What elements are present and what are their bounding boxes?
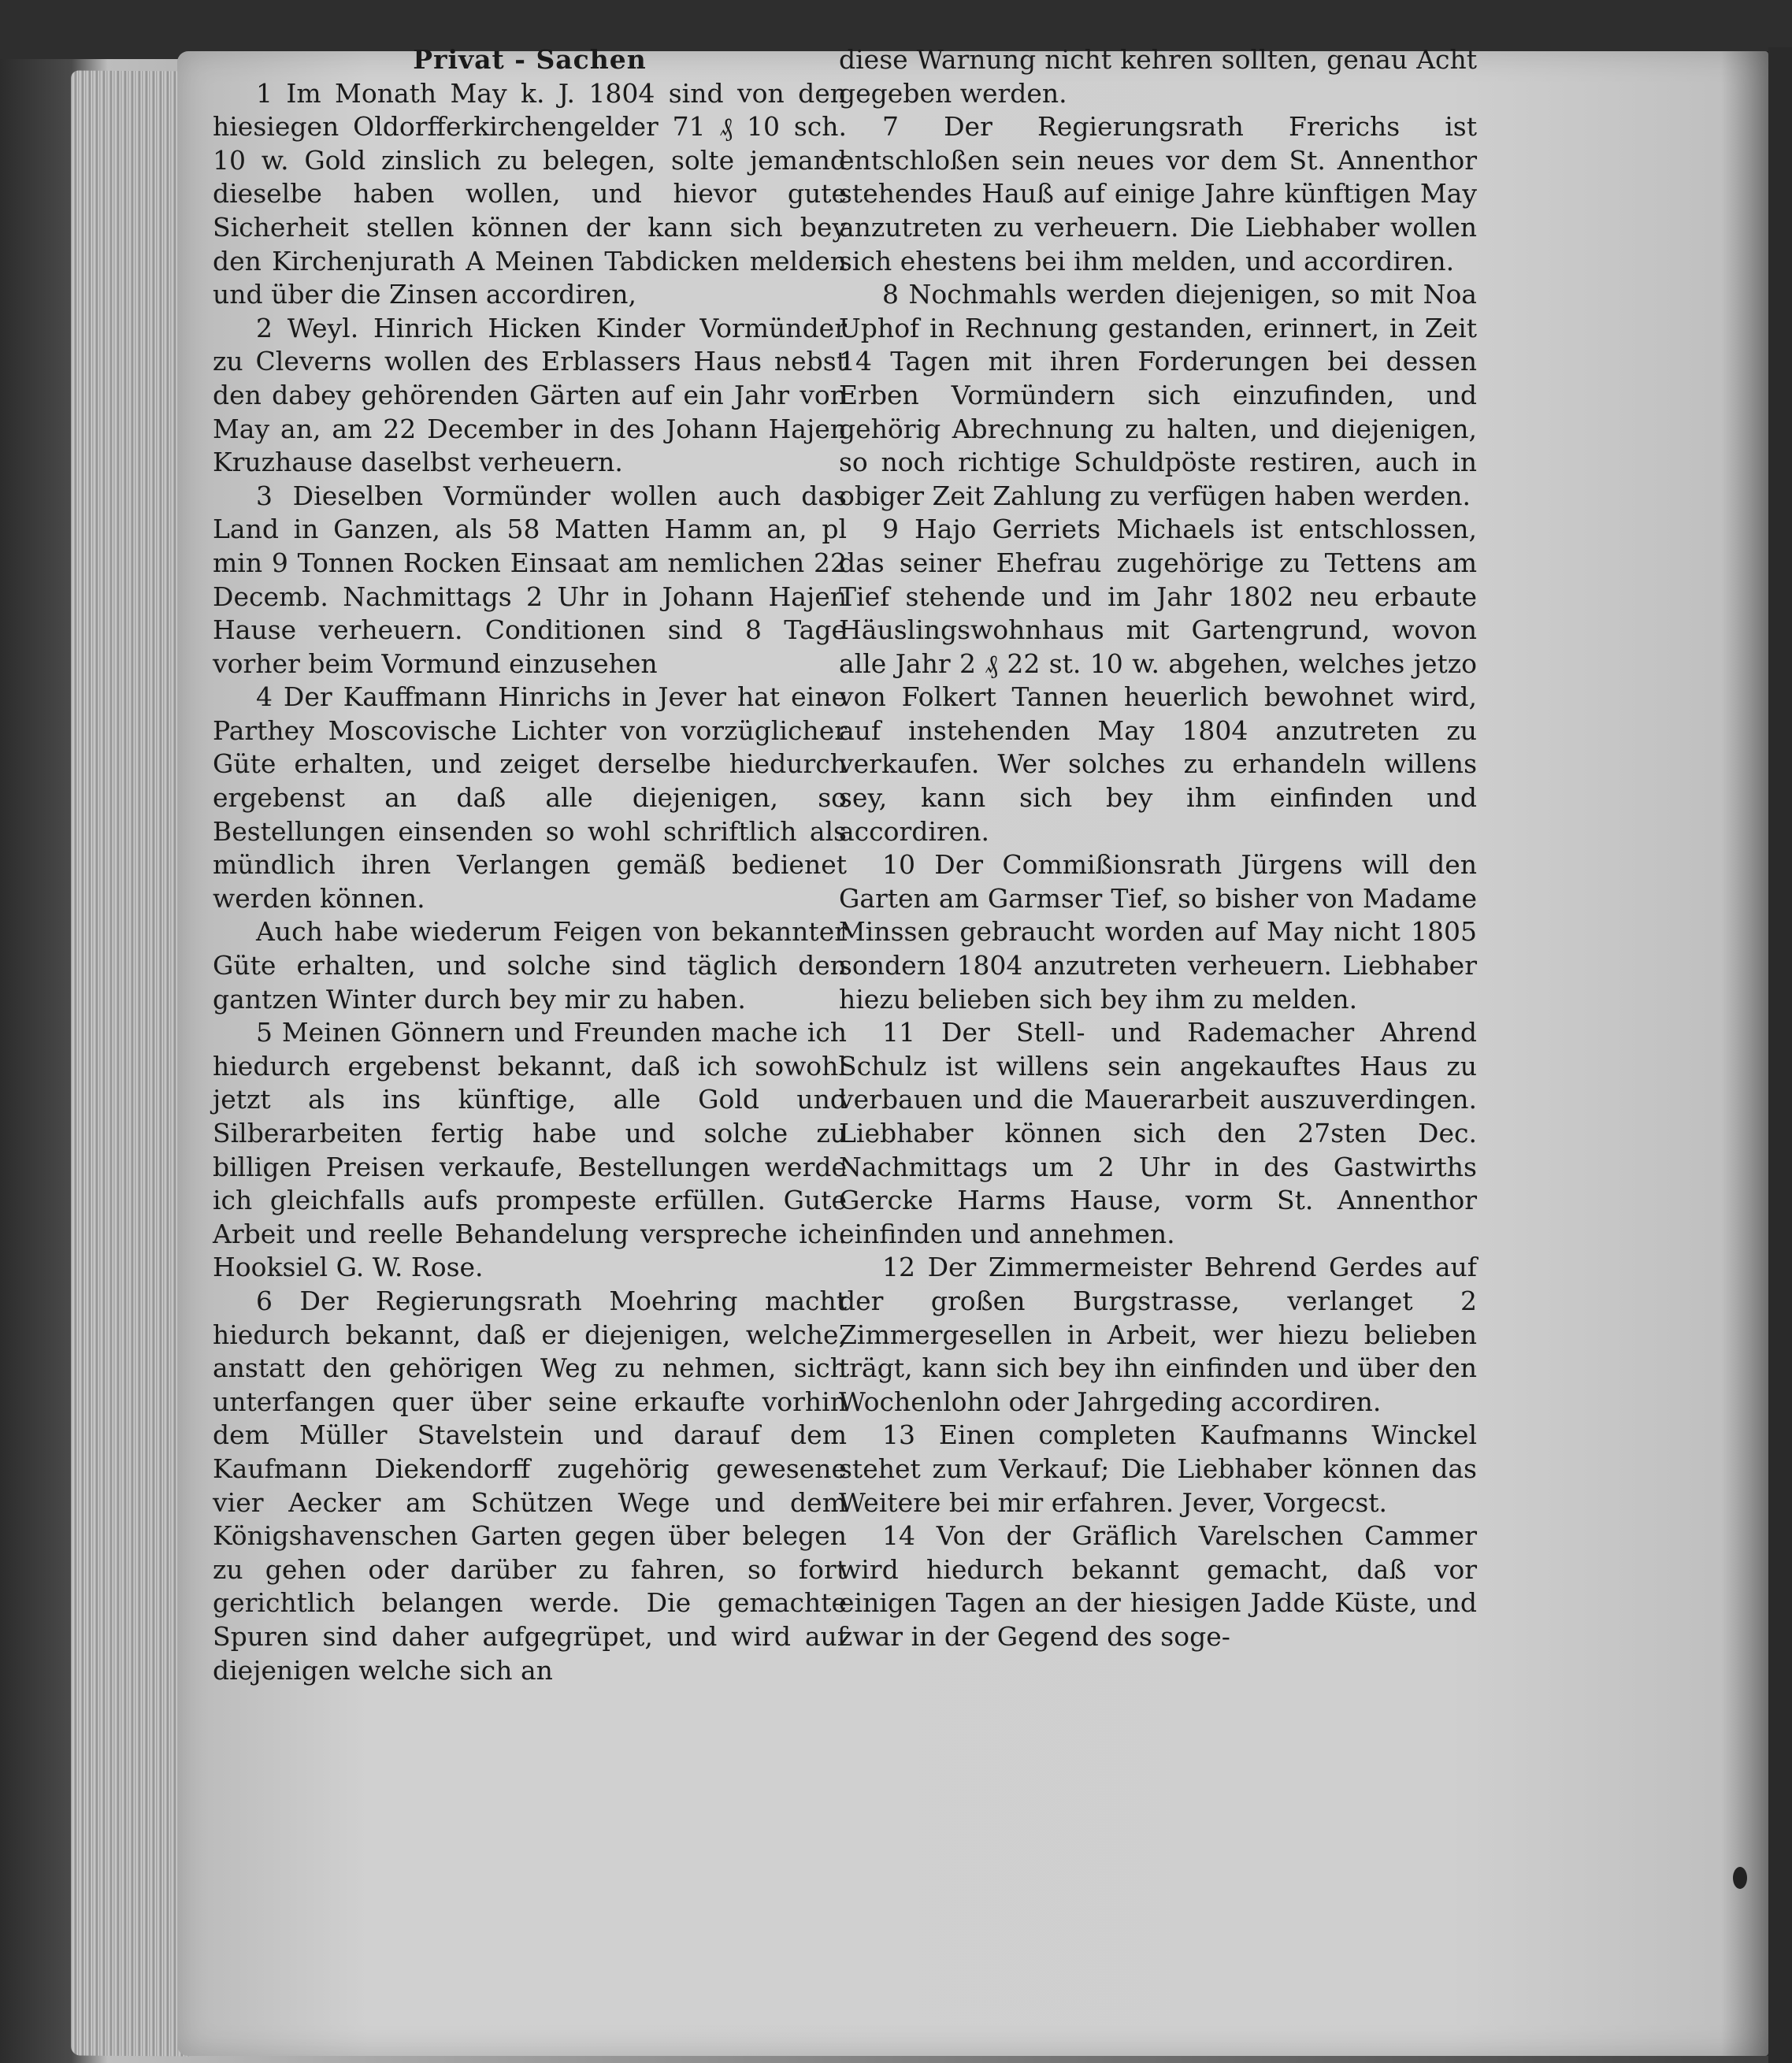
scan-right-border xyxy=(1768,47,1792,2063)
book-page-edges xyxy=(71,70,189,2056)
notice-6-continued: diese Warnung nicht kehren sollten, genau Acht gegeben werden. xyxy=(839,44,1477,109)
notice-1: 1 Im Monath May k. J. 1804 sind von den hiesiegen Oldorfferkirchengelder 71 ₰ 10 sch. 10 w. Gold zinslich zu belegen, solte jemand dieselbe haben wollen, und hievor gute Sicherheit stellen können der kann sich bey den Kirchenjurath A Meinen Tabdicken melden und über die Zinsen accordiren, xyxy=(213,77,847,310)
section-heading: Privat - Sachen xyxy=(413,44,647,75)
ink-blot xyxy=(1733,1867,1747,1889)
notice-4: 4 Der Kauffmann Hinrichs in Jever hat eine Parthey Moscovische Lichter von vorzüglicher Güte erhalten, und zeiget derselbe hiedurch ergebenst an daß alle diejenigen, so Bestellungen einsenden so wohl schriftlich als mündlich ihren Verlangen gemäß bedienet werden können. xyxy=(213,681,847,914)
notice-14: 14 Von der Gräflich Varelschen Cammer wird hiedurch bekannt gemacht, daß vor einigen Tagen an der hiesigen Jadde Küste, und zwar in der Gegend des soge- xyxy=(839,1520,1477,1652)
notice-4-addendum: Auch habe wiederum Feigen von bekannter Güte erhalten, und solche sind täglich den gantzen Winter durch bey mir zu haben. xyxy=(213,916,847,1015)
right-text-column xyxy=(839,43,1477,1654)
notice-11: 11 Der Stell- und Rademacher Ahrend Schulz ist willens sein angekauftes Haus zu verbauen und die Mauerarbeit auszuverdingen. Liebhaber können sich den 27sten Dec. Nachmittags um 2 Uhr in des Gastwirths Gercke Harms Hause, vorm St. Annenthor einfinden und annehmen. xyxy=(839,1017,1477,1249)
notice-6: 6 Der Regierungsrath Moehring macht hiedurch bekannt, daß er diejenigen, welche, anstatt den gehörigen Weg zu nehmen, sich unterfangen quer über seine erkaufte vorhin dem Müller Stavelstein und darauf dem Kaufmann Diekendorff zugehörig gewesene vier Aecker am Schützen Wege und dem Königshavenschen Garten gegen über belegen zu gehen oder darüber zu fahren, so fort gerichtlich belangen werde. Die gemachte Spuren sind daher aufgegrüpet, und wird auf diejenigen welche sich an xyxy=(213,1285,847,1686)
notice-5: 5 Meinen Gönnern und Freunden mache ich hiedurch ergebenst bekannt, daß ich sowohl jetzt als ins künftige, alle Gold und Silberarbeiten fertig habe und solche zu billigen Preisen verkaufe, Bestellungen werde ich gleichfalls aufs prompeste erfüllen. Gute Arbeit und reelle Behandelung verspreche ich. Hooksiel G. W. Rose. xyxy=(213,1017,847,1283)
notice-9: 9 Hajo Gerriets Michaels ist entschlossen, das seiner Ehefrau zugehörige zu Tettens am Tief stehende und im Jahr 1802 neu erbaute Häuslingswohnhaus mit Gartengrund, wovon alle Jahr 2 ₰ 22 st. 10 w. abgehen, welches jetzo von Folkert Tannen heuerlich bewohnet wird, auf instehenden May 1804 anzutreten zu verkaufen. Wer solches zu erhandeln willens sey, kann sich bey ihm einfinden und accordiren. xyxy=(839,514,1477,847)
notice-8: 8 Nochmahls werden diejenigen, so mit Noa Uphof in Rechnung gestanden, erinnert, in Zeit 14 Tagen mit ihren Forderungen bei dessen Erben Vormündern sich einzufinden, und gehörig Abrechnung zu halten, und diejenigen, so noch richtige Schuldpöste restiren, auch in obiger Zeit Zahlung zu verfügen haben werden. xyxy=(839,279,1477,511)
page-gutter-shadow xyxy=(1721,51,1768,2056)
notice-13: 13 Einen completen Kaufmanns Winckel stehet zum Verkauf; Die Liebhaber können das Weitere bei mir erfahren. Jever, Vorgecst. xyxy=(839,1419,1477,1518)
notice-2: 2 Weyl. Hinrich Hicken Kinder Vormünder zu Cleverns wollen des Erblassers Haus nebst den dabey gehörenden Gärten auf ein Jahr von May an, am 22 December in des Johann Hajen Kruzhause daselbst verheuern. xyxy=(213,312,847,478)
notice-3: 3 Dieselben Vormünder wollen auch das Land in Ganzen, als 58 Matten Hamm an, pl min 9 Tonnen Rocken Einsaat am nemlichen 22 Decemb. Nachmittags 2 Uhr in Johann Hajen Hause verheuern. Conditionen sind 8 Tage vorher beim Vormund einzusehen xyxy=(213,480,847,679)
left-text-column xyxy=(213,43,847,1687)
notice-12: 12 Der Zimmermeister Behrend Gerdes auf der großen Burgstrasse, verlanget 2 Zimmergesellen in Arbeit, wer hiezu belieben trägt, kann sich bey ihn einfinden und über den Wochenlohn oder Jahrgeding accordiren. xyxy=(839,1252,1477,1417)
notice-7: 7 Der Regierungsrath Frerichs ist entschloßen sein neues vor dem St. Annenthor stehendes Hauß auf einige Jahre künftigen May anzutreten zu verheuern. Die Liebhaber wollen sich ehestens bei ihm melden, und accordiren. xyxy=(839,111,1477,276)
notice-10: 10 Der Commißionsrath Jürgens will den Garten am Garmser Tief, so bisher von Madame Minssen gebraucht worden auf May nicht 1805 sondern 1804 anzutreten verheuern. Liebhaber hiezu belieben sich bey ihm zu melden. xyxy=(839,849,1477,1015)
